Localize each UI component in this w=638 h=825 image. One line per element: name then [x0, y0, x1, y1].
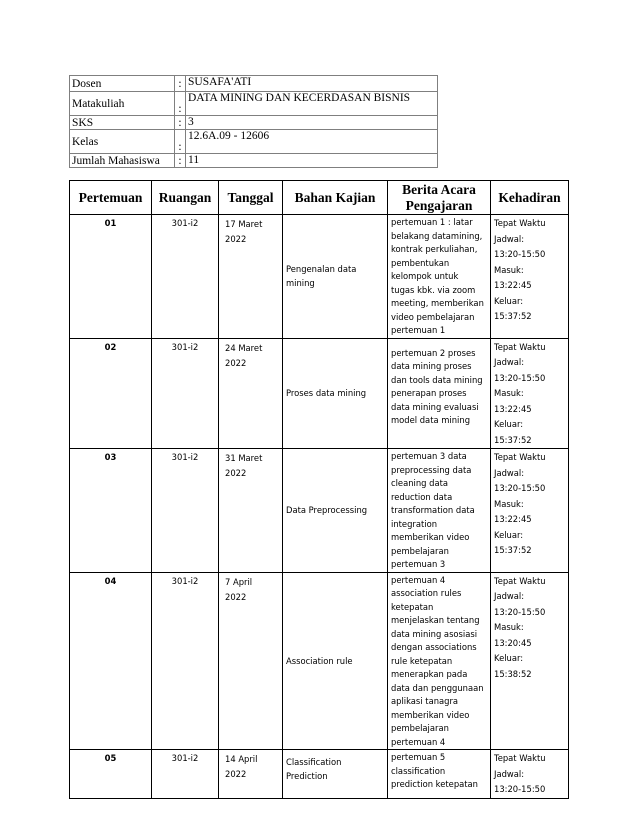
row-kehadiran: Tepat Waktu Jadwal: 13:20-15:50	[491, 750, 569, 799]
info-value-matakuliah: DATA MINING DAN KECERDASAN BISNIS	[186, 92, 438, 116]
row-tanggal: 31 Maret 2022	[219, 449, 283, 573]
row-bahan-kajian: Association rule	[283, 572, 388, 750]
info-row-dosen	[70, 76, 438, 92]
info-value-sks: 3	[186, 116, 438, 130]
schedule-table	[69, 180, 569, 799]
info-value-kelas: 12.6A.09 - 12606	[186, 130, 438, 154]
row-ruangan: 301-i2	[152, 750, 219, 799]
info-colon: :	[175, 116, 186, 130]
info-colon: :	[175, 154, 186, 168]
row-kehadiran: Tepat Waktu Jadwal: 13:20-15:50 Masuk: 13:22:45 Keluar: 15:37:52	[491, 449, 569, 573]
info-value-dosen: SUSAFA'ATI	[186, 76, 438, 92]
info-value-jumlah-mahasiswa: 11	[186, 154, 438, 168]
row-pertemuan: 04	[70, 572, 152, 750]
row-bahan-kajian: Proses data mining	[283, 338, 388, 449]
course-info-table	[69, 75, 438, 168]
row-berita-acara: pertemuan 3 data preprocessing data cleaning data reduction data transformation data integration memberikan video pembelajaran pertemuan 3	[388, 449, 491, 573]
row-tanggal: 14 April 2022	[219, 750, 283, 799]
row-kehadiran: Tepat Waktu Jadwal: 13:20-15:50 Masuk: 13:20:45 Keluar: 15:38:52	[491, 572, 569, 750]
info-row-matakuliah	[70, 92, 438, 116]
row-tanggal: 24 Maret 2022	[219, 338, 283, 449]
row-kehadiran: Tepat Waktu Jadwal: 13:20-15:50 Masuk: 13:22:45 Keluar: 15:37:52	[491, 215, 569, 339]
row-pertemuan: 05	[70, 750, 152, 799]
info-label-sks: SKS	[70, 116, 175, 130]
row-bahan-kajian: Pengenalan data mining	[283, 215, 388, 339]
row-ruangan: 301-i2	[152, 449, 219, 573]
table-row	[70, 449, 569, 573]
row-berita-acara: pertemuan 4 association rules ketepatan menjelaskan tentang data mining asosiasi dengan associations rule ketepatan menerapkan pada data dan penggunaan aplikasi tanagra memberikan video pembelajaran pertemuan 4	[388, 572, 491, 750]
row-tanggal: 7 April 2022	[219, 572, 283, 750]
row-pertemuan: 02	[70, 338, 152, 449]
row-kehadiran: Tepat Waktu Jadwal: 13:20-15:50 Masuk: 13:22:45 Keluar: 15:37:52	[491, 338, 569, 449]
info-colon: :	[175, 76, 186, 92]
info-label-dosen: Dosen	[70, 76, 175, 92]
info-label-matakuliah: Matakuliah	[70, 92, 175, 116]
header-tanggal: Tanggal	[219, 181, 283, 215]
info-row-jumlah-mahasiswa	[70, 154, 438, 168]
info-colon: :	[175, 92, 186, 116]
table-row	[70, 215, 569, 339]
row-pertemuan: 03	[70, 449, 152, 573]
row-berita-acara: pertemuan 5 classification prediction ketepatan	[388, 750, 491, 799]
table-row	[70, 572, 569, 750]
row-ruangan: 301-i2	[152, 215, 219, 339]
header-kehadiran: Kehadiran	[491, 181, 569, 215]
header-berita-acara: Berita Acara Pengajaran	[388, 181, 491, 215]
table-row	[70, 338, 569, 449]
info-row-sks	[70, 116, 438, 130]
row-berita-acara: pertemuan 1 : latar belakang datamining, kontrak perkuliahan, pembentukan kelompok untuk tugas kbk. via zoom meeting, memberikan video pembelajaran pertemuan 1	[388, 215, 491, 339]
row-ruangan: 301-i2	[152, 572, 219, 750]
row-berita-acara: pertemuan 2 proses data mining proses dan tools data mining penerapan proses data mining evaluasi model data mining	[388, 338, 491, 449]
row-ruangan: 301-i2	[152, 338, 219, 449]
info-label-kelas: Kelas	[70, 130, 175, 154]
row-bahan-kajian: Data Preprocessing	[283, 449, 388, 573]
row-tanggal: 17 Maret 2022	[219, 215, 283, 339]
schedule-header-row	[70, 181, 569, 215]
row-pertemuan: 01	[70, 215, 152, 339]
table-row	[70, 750, 569, 799]
row-bahan-kajian: Classification Prediction	[283, 750, 388, 799]
info-row-kelas	[70, 130, 438, 154]
header-ruangan: Ruangan	[152, 181, 219, 215]
info-colon: :	[175, 130, 186, 154]
info-label-jumlah-mahasiswa: Jumlah Mahasiswa	[70, 154, 175, 168]
header-bahan-kajian: Bahan Kajian	[283, 181, 388, 215]
header-pertemuan: Pertemuan	[70, 181, 152, 215]
